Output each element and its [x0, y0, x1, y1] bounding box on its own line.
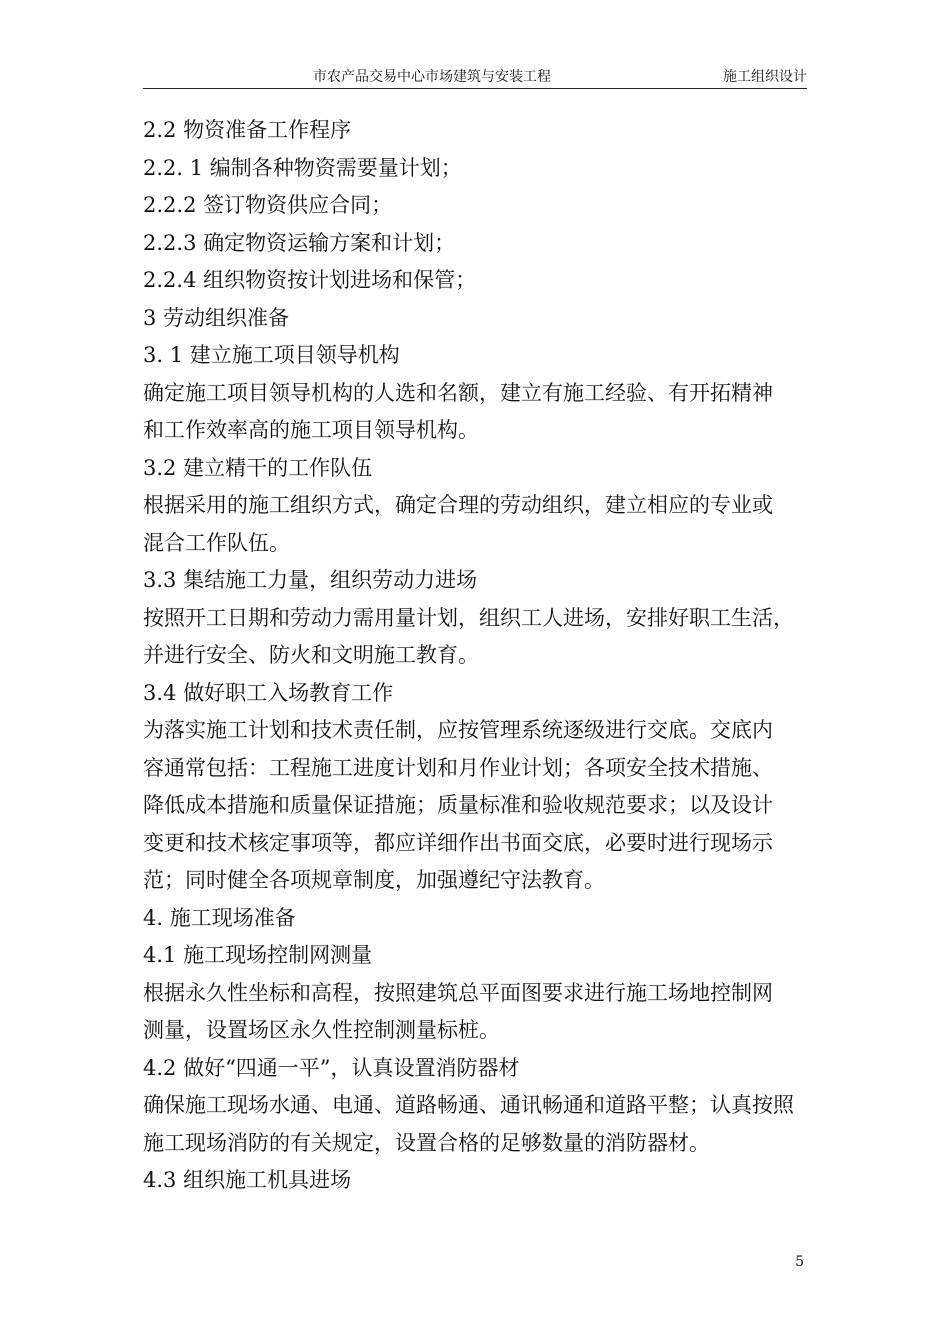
item-2-2-1: 2.2. 1 编制各种物资需要量计划； — [143, 155, 462, 180]
paragraph-line: 根据采用的施工组织方式，确定合理的劳动组织，建立相应的专业或 — [143, 493, 773, 517]
paragraph-line: 容通常包括：工程施工进度计划和月作业计划；各项安全技术措施、 — [143, 755, 773, 780]
heading-3-4: 3.4 做好职工入场教育工作 — [143, 680, 394, 705]
heading-3-3: 3.3 集结施工力量，组织劳动力进场 — [143, 568, 478, 592]
paragraph-line: 测量，设置场区永久性控制测量标桩。 — [143, 1018, 500, 1042]
paragraph-line: 变更和技术核定事项等，都应详细作出书面交底，必要时进行现场示 — [143, 830, 773, 855]
heading-3-1: 3. 1 建立施工项目领导机构 — [143, 343, 400, 367]
paragraph-line: 和工作效率高的施工项目领导机构。 — [143, 418, 479, 442]
heading-3: 3 劳动组织准备 — [143, 305, 290, 330]
heading-4-2: 4.2 做好“四通一平”，认真设置消防器材 — [143, 1055, 520, 1080]
document-body — [143, 112, 815, 1200]
heading-4-3: 4.3 组织施工机具进场 — [143, 1168, 352, 1192]
paragraph-line: 范；同时健全各项规章制度，加强遵纪守法教育。 — [143, 868, 605, 892]
heading-3-2: 3.2 建立精干的工作队伍 — [143, 455, 373, 480]
page-header — [143, 66, 807, 89]
item-2-2-2: 2.2.2 签订物资供应合同； — [143, 193, 393, 217]
paragraph-line: 确保施工现场水通、电通、道路畅通、通讯畅通和道路平整；认真按照 — [143, 1093, 794, 1117]
paragraph-line: 混合工作队伍。 — [143, 530, 290, 555]
page-number: 5 — [795, 1254, 804, 1270]
paragraph-line: 确定施工项目领导机构的人选和名额，建立有施工经验、有开拓精神 — [143, 380, 773, 405]
paragraph-line: 降低成本措施和质量保证措施；质量标准和验收规范要求；以及设计 — [143, 793, 773, 817]
item-2-2-3: 2.2.3 确定物资运输方案和计划； — [143, 230, 456, 255]
heading-4: 4. 施工现场准备 — [143, 905, 296, 930]
paragraph-line: 按照开工日期和劳动力需用量计划，组织工人进场，安排好职工生活， — [143, 605, 794, 630]
header-title: 市农产品交易中心市场建筑与安装工程 — [313, 69, 551, 85]
paragraph-line: 施工现场消防的有关规定，设置合格的足够数量的消防器材。 — [143, 1130, 710, 1155]
paragraph-line: 为落实施工计划和技术责任制，应按管理系统逐级进行交底。交底内 — [143, 718, 773, 742]
heading-2-2: 2.2 物资准备工作程序 — [143, 118, 352, 142]
header-document-type: 施工组织设计 — [723, 69, 807, 85]
item-2-2-4: 2.2.4 组织物资按计划进场和保管； — [143, 268, 477, 292]
paragraph-line: 并进行安全、防火和文明施工教育。 — [143, 643, 479, 667]
heading-4-1: 4.1 施工现场控制网测量 — [143, 943, 373, 967]
paragraph-line: 根据永久性坐标和高程，按照建筑总平面图要求进行施工场地控制网 — [143, 980, 773, 1005]
